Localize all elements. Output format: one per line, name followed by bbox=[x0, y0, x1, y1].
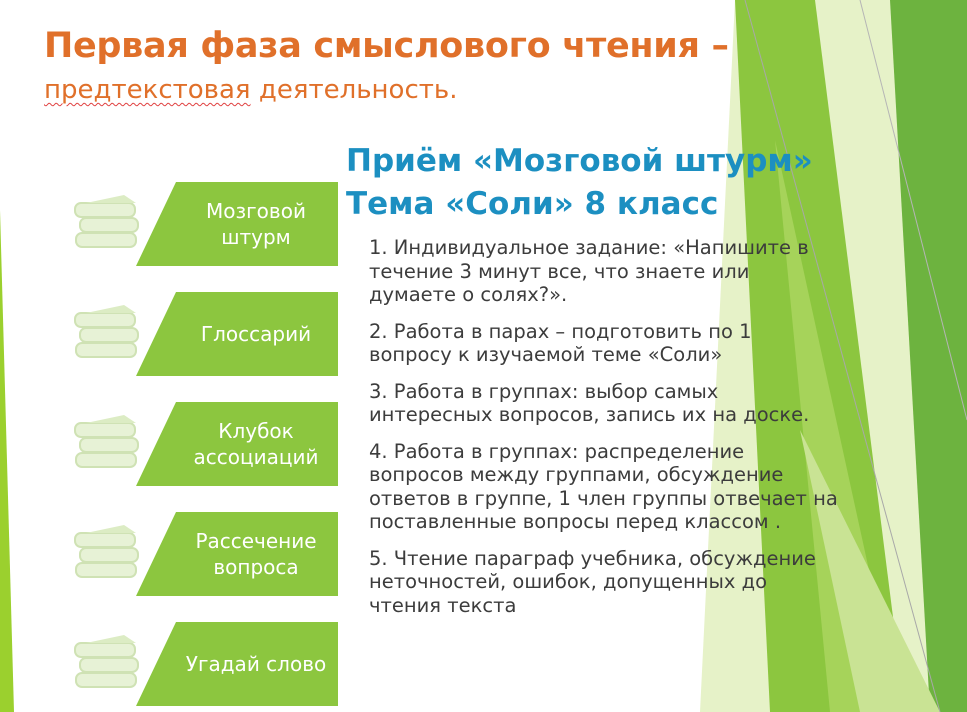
technique-item bbox=[66, 622, 338, 706]
step-item: 3. Работа в группах: выбор самых интересных вопросов, запись их на доске. bbox=[369, 379, 810, 426]
technique-label: Рассечение вопроса bbox=[195, 529, 317, 579]
step-item: 1. Индивидуальное задание: «Напишите в течение 3 минут все, что знаете или думаете о солях?». bbox=[369, 236, 809, 306]
step-item: 4. Работа в группах: распределение вопросов между группами, обсуждение ответов в группе, 1 член группы отвечает на поставленные вопросы перед классом . bbox=[369, 439, 838, 533]
technique-item bbox=[66, 402, 338, 486]
heading-line-1: Приём «Мозговой штурм» bbox=[346, 143, 813, 179]
method-heading bbox=[346, 140, 866, 226]
books-icon bbox=[72, 194, 144, 254]
left-edge-stripe bbox=[0, 210, 14, 712]
title-underlined-word: предтекстовая bbox=[44, 75, 251, 105]
technique-item bbox=[66, 512, 338, 596]
books-icon bbox=[72, 304, 144, 364]
step-item: 5. Чтение параграф учебника, обсуждение неточностей, ошибок, допущенных до чтения текста bbox=[369, 546, 816, 617]
title-line-2-rest: деятельность. bbox=[250, 75, 458, 105]
technique-item bbox=[66, 182, 338, 266]
technique-label: Мозговой штурм bbox=[206, 199, 306, 249]
books-icon bbox=[72, 634, 144, 694]
books-icon bbox=[72, 414, 144, 474]
heading-line-2: Тема «Соли» 8 класс bbox=[346, 186, 719, 222]
title-line-1: Первая фаза смыслового чтения – bbox=[44, 26, 729, 66]
title-line-2 bbox=[44, 70, 764, 110]
slide-title bbox=[44, 22, 764, 110]
books-icon bbox=[72, 524, 144, 584]
technique-label: Клубок ассоциаций bbox=[193, 419, 319, 469]
technique-label: Угадай слово bbox=[185, 652, 327, 676]
steps-list bbox=[369, 236, 839, 630]
step-item: 2. Работа в парах – подготовить по 1 вопросу к изучаемой теме «Соли» bbox=[369, 319, 752, 366]
technique-item bbox=[66, 292, 338, 376]
technique-label: Глоссарий bbox=[200, 322, 312, 346]
